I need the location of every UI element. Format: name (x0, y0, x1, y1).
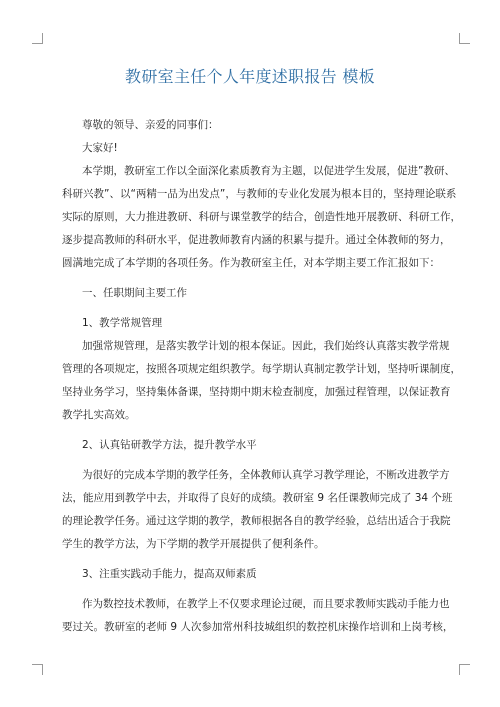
paragraph-line: 逐步提高教师的科研水平，促进教师教育内涵的积累与提升。通过全体教师的努力， (62, 234, 451, 246)
crop-mark-bottom-left (32, 664, 43, 675)
crop-mark-bottom-right (459, 664, 470, 675)
paragraph-line: 要过关。教研室的老师 9 人次参加常州科技城组织的数控机床操作培训和上岗考核， (62, 621, 454, 633)
paragraph-line: 3、注重实践动手能力，提高双师素质 (82, 568, 257, 580)
paragraph-line: 管理的各项规定，按照各项规定组织教学。每学期认真制定教学计划，坚持听课制度， (62, 363, 461, 375)
paragraph-line: 学生的教学方法，为下学期的教学开展提供了便利条件。 (62, 538, 325, 550)
paragraph-line: 一、任职期间主要工作 (82, 287, 187, 299)
paragraph-line: 尊敬的领导、亲爱的同事们： (82, 119, 219, 131)
paragraph-line: 作为数控技术教师，在教学上不仅要求理论过硬，而且要求教师实践动手能力也 (82, 598, 450, 610)
paragraph-line: 大家好! (82, 142, 118, 154)
paragraph-line: 为很好的完成本学期的教学任务，全体教师认真学习教学理论，不断改进教学方 (82, 469, 450, 481)
paragraph-line: 1、教学常规管理 (82, 317, 163, 329)
paragraph-line: 教学扎实高效。 (62, 409, 136, 421)
crop-mark-top-right (459, 33, 470, 44)
paragraph-line: 法，能应用到教学中去，并取得了良好的成绩。教研室 9 名任课教师完成了 34 个班 (62, 492, 453, 504)
paragraph-line: 科研兴教”、以“两精一品为出发点”，与教师的专业化发展为根本目的，坚持理论联系 (62, 188, 457, 200)
paragraph-line: 实际的原则，大力推进教研、科研与课堂教学的结合，创造性地开展教研、科研工作， (62, 211, 461, 223)
crop-mark-top-left (32, 33, 43, 44)
paragraph-line: 的理论教学任务。通过这学期的教学，教师根据各自的教学经验，总结出适合于我院 (62, 515, 451, 527)
document-title: 教研室主任个人年度述职报告 模板 (125, 67, 375, 86)
paragraph-line: 本学期，教研室工作以全面深化素质教育为主题，以促进学生发展，促进”教研、 (82, 165, 455, 177)
paragraph-line: 加强常规管理，是落实教学计划的根本保证。因此，我们始终认真落实教学常规 (82, 340, 450, 352)
paragraph-line: 圆满地完成了本学期的各项任务。作为教研室主任，对本学期主要工作汇报如下： (62, 257, 440, 269)
paragraph-line: 坚持业务学习，坚持集体备课，坚持期中期末检查制度，加强过程管理，以保证教育 (62, 386, 451, 398)
paragraph-line: 2、认真钻研教学方法，提升教学水平 (82, 439, 257, 451)
